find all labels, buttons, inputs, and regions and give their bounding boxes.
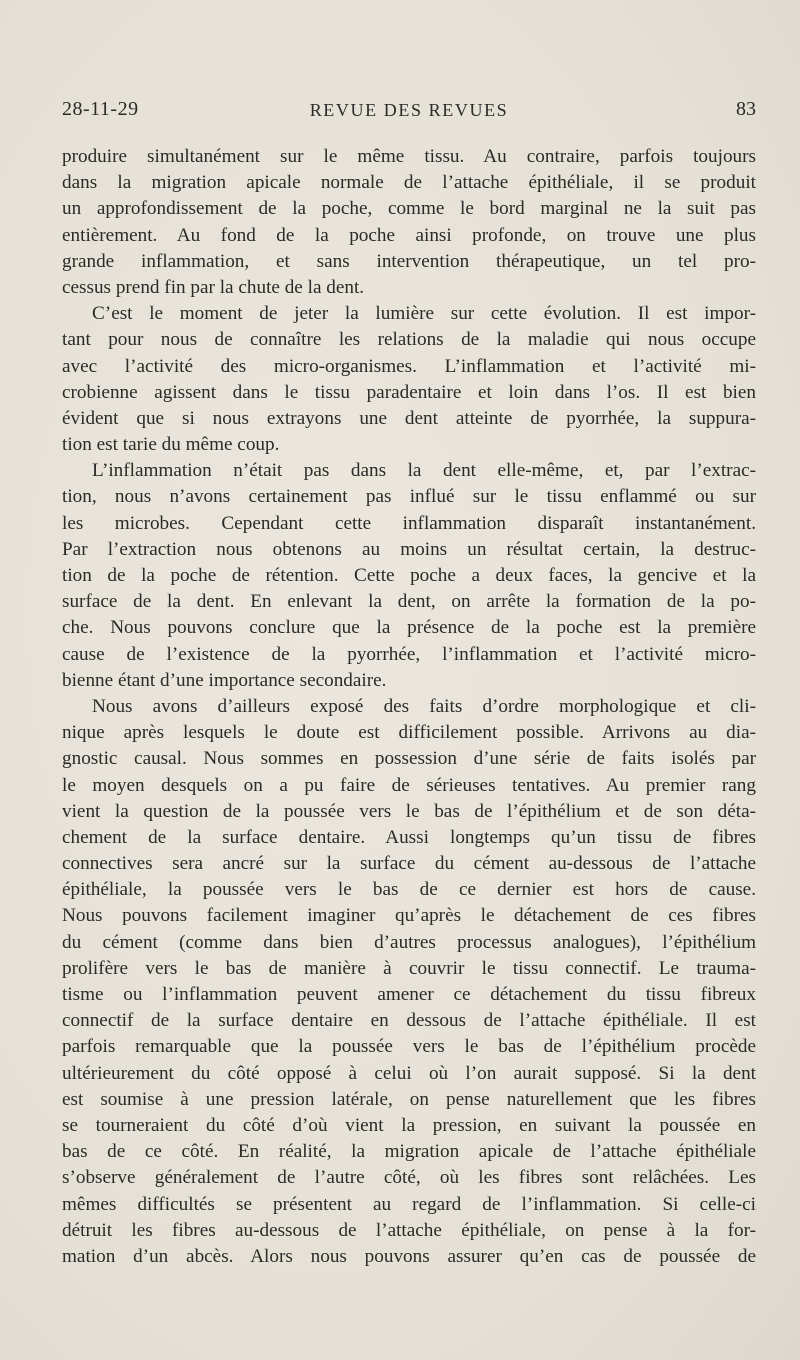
body-text [62,144,756,1270]
text-line: avec l’activité des micro-organismes. L’inflammation et l’activité mi- [62,355,756,377]
text-line: Par l’extraction nous obtenons au moins un résultat certain, la destruc- [62,538,756,560]
header-date: 28-11-29 [62,98,139,120]
text-line: parfois remarquable que la poussée vers le bas de l’épithélium procède [62,1036,756,1058]
text-line: se tourneraient du côté d’où vient la pression, en suivant la poussée en [62,1114,756,1136]
text-line: gnostic causal. Nous sommes en possession d’une série de faits isolés par [62,748,756,770]
text-line: cause de l’existence de la pyorrhée, l’inflammation et l’activité micro- [62,643,756,665]
text-line: un approfondissement de la poche, comme le bord marginal ne la suit pas [62,198,756,220]
text-line: C’est le moment de jeter la lumière sur cette évolution. Il est impor- [92,303,756,325]
text-line: évident que si nous extrayons une dent atteinte de pyorrhée, la suppura- [62,407,756,429]
text-line: tion de la poche de rétention. Cette poche a deux faces, la gencive et la [62,565,756,586]
text-line: surface de la dent. En enlevant la dent, on arrête la formation de la po- [62,591,756,613]
text-line: produire simultanément sur le même tissu. Au contraire, parfois toujours [62,146,756,167]
text-line: s’observe généralement de l’autre côté, où les fibres sont relâchées. Les [62,1167,756,1189]
text-line: bienne étant d’une importance secondaire. [62,669,387,691]
text-line: tant pour nous de connaître les relations de la maladie qui nous occupe [62,329,756,351]
text-line: détruit les fibres au-dessous de l’attache épithéliale, on pense à la for- [62,1219,756,1241]
text-line: tion est tarie du même coup. [62,434,280,456]
text-line: mêmes difficultés se présentent au regard de l’inflammation. Si celle-ci [62,1193,756,1215]
text-line: Nous avons d’ailleurs exposé des faits d’ordre morphologique et cli- [92,695,756,717]
text-line: est soumise à une pression latérale, on pense naturellement que les fibres [62,1088,756,1110]
text-line: cessus prend fin par la chute de la dent. [62,276,365,298]
text-line: bas de ce côté. En réalité, la migration apicale de l’attache épithéliale [62,1141,756,1163]
text-line: tisme ou l’inflammation peuvent amener ce détachement du tissu fibreux [62,984,756,1005]
text-line: du cément (comme dans bien d’autres processus analogues), l’épithélium [62,931,756,953]
text-line: L’inflammation n’était pas dans la dent elle-même, et, par l’extrac- [92,460,756,482]
text-line: mation d’un abcès. Alors nous pouvons assurer qu’en cas de poussée de [62,1245,756,1267]
text-line: épithéliale, la poussée vers le bas de ce dernier est hors de cause. [62,879,756,901]
text-line: vient la question de la poussée vers le bas de l’épithélium et de son déta- [62,800,756,822]
text-line: chement de la surface dentaire. Aussi longtemps qu’un tissu de fibres [62,826,756,848]
text-line: ultérieurement du côté opposé à celui où l’on aurait supposé. Si la dent [62,1062,756,1084]
text-line: Nous pouvons facilement imaginer qu’après le détachement de ces fibres [62,905,756,927]
text-line: tion, nous n’avons certainement pas influé sur le tissu enflammé ou sur [62,486,756,508]
text-line: connectives sera ancré sur la surface du cément au-dessous de l’attache [62,853,756,875]
text-line: dans la migration apicale normale de l’attache épithéliale, il se produit [62,172,756,194]
text-line: le moyen desquels on a pu faire de sérieuses tentatives. Au premier rang [62,774,756,796]
page-number: 83 [736,98,756,120]
text-line: che. Nous pouvons conclure que la présence de la poche est la première [62,617,756,639]
text-line: crobienne agissent dans le tissu paradentaire et loin dans l’os. Il est bien [62,381,756,403]
text-line: nique après lesquels le doute est difficilement possible. Arrivons au dia- [62,722,756,744]
text-line: grande inflammation, et sans intervention thérapeutique, un tel pro- [62,250,756,272]
text-line: les microbes. Cependant cette inflammation disparaît instantanément. [62,512,756,534]
running-head [62,98,756,128]
header-title: REVUE DES REVUES [309,100,509,120]
text-line: connectif de la surface dentaire en dessous de l’attache épithéliale. Il est [62,1010,756,1032]
text-line: prolifère vers le bas de manière à couvrir le tissu connectif. Le trauma- [62,957,756,979]
text-line: entièrement. Au fond de la poche ainsi profonde, on trouve une plus [62,224,756,246]
